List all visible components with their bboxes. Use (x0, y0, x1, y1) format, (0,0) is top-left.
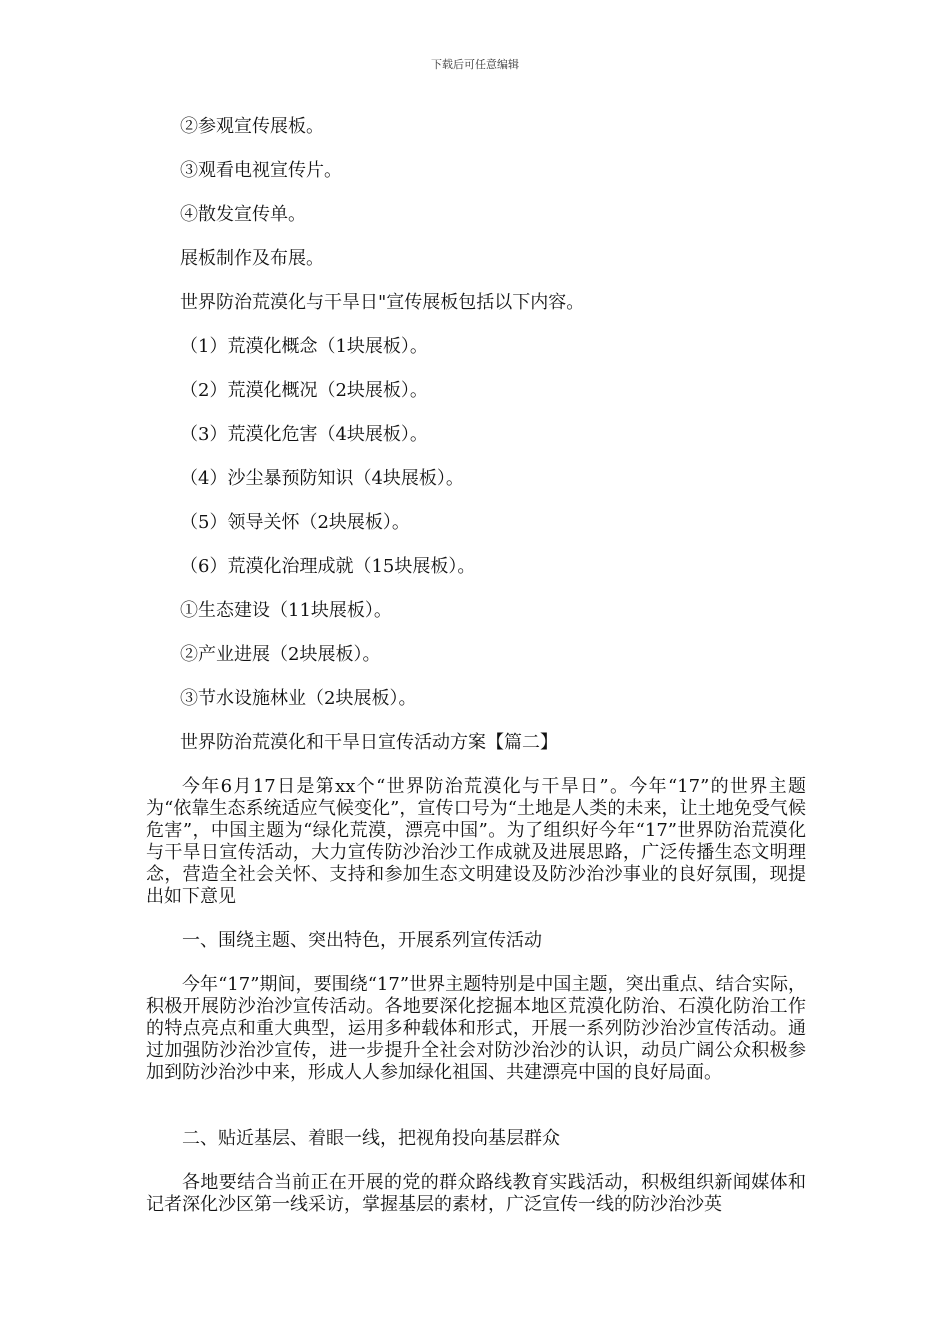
item-watch-tv: ③观看电视宣传片。 (180, 160, 342, 181)
paragraph-intro: 今年6月17日是第xx个“世界防治荒漠化与干旱日”。今年“17”的世界主题为“依靠生态系统适应气候变化”，宣传口号为“土地是人类的未来，让土地免受气候危害”，中国主题为“绿化荒漠，漂亮中国”。为了组织好今年“17”世界防治荒漠化与干旱日宣传活动，大力宣传防沙治沙工作成就及进展思路，广泛传播生态文明理念，营造全社会关怀、支持和参加生态文明建设及防沙治沙事业的良好氛围，现提出如下意见 (146, 776, 806, 907)
paragraph-section-one: 今年“17”期间，要围绕“17”世界主题特别是中国主题，突出重点、结合实际，积极开展防沙治沙宣传活动。各地要深化挖掘本地区荒漠化防治、石漠化防治工作的特点亮点和重大典型，运用多种载体和形式，开展一系列防沙治沙宣传活动。通过加强防沙治沙宣传，进一步提升全社会对防沙治沙的认识，动员广阔公众积极参加到防沙治沙中来，形成人人参加绿化祖国、共建漂亮中国的良好局面。 (146, 974, 806, 1083)
panel-contents-intro: 世界防治荒漠化与干旱日"宣传展板包括以下内容。 (180, 292, 585, 313)
sub-item-water-saving: ③节水设施林业（2块展板）。 (180, 688, 417, 709)
panel-item-6: （6）荒漠化治理成就（15块展板）。 (180, 556, 476, 577)
panel-item-2: （2）荒漠化概况（2块展板）。 (180, 380, 428, 401)
panel-item-1: （1）荒漠化概念（1块展板）。 (180, 336, 428, 357)
sub-item-industry: ②产业进展（2块展板）。 (180, 644, 381, 665)
heading-section-one: 一、围绕主题、突出特色，开展系列宣传活动 (182, 930, 542, 951)
paragraph-section-two: 各地要结合当前正在开展的党的群众路线教育实践活动，积极组织新闻媒体和记者深化沙区第一线采访，掌握基层的素材，广泛宣传一线的防沙治沙英 (146, 1172, 806, 1215)
page-header: 下载后可任意编辑 (431, 58, 519, 71)
sub-item-ecology: ①生态建设（11块展板）。 (180, 600, 392, 621)
heading-section-two: 二、贴近基层、着眼一线，把视角投向基层群众 (182, 1128, 560, 1149)
panel-item-3: （3）荒漠化危害（4块展板）。 (180, 424, 428, 445)
item-flyers: ④散发宣传单。 (180, 204, 306, 225)
section-panel-making: 展板制作及布展。 (180, 248, 324, 269)
panel-item-4: （4）沙尘暴预防知识（4块展板）。 (180, 468, 464, 489)
section-title-part-two: 世界防治荒漠化和干旱日宣传活动方案【篇二】 (180, 732, 558, 753)
panel-item-5: （5）领导关怀（2块展板）。 (180, 512, 410, 533)
item-visit-panels: ②参观宣传展板。 (180, 116, 324, 137)
